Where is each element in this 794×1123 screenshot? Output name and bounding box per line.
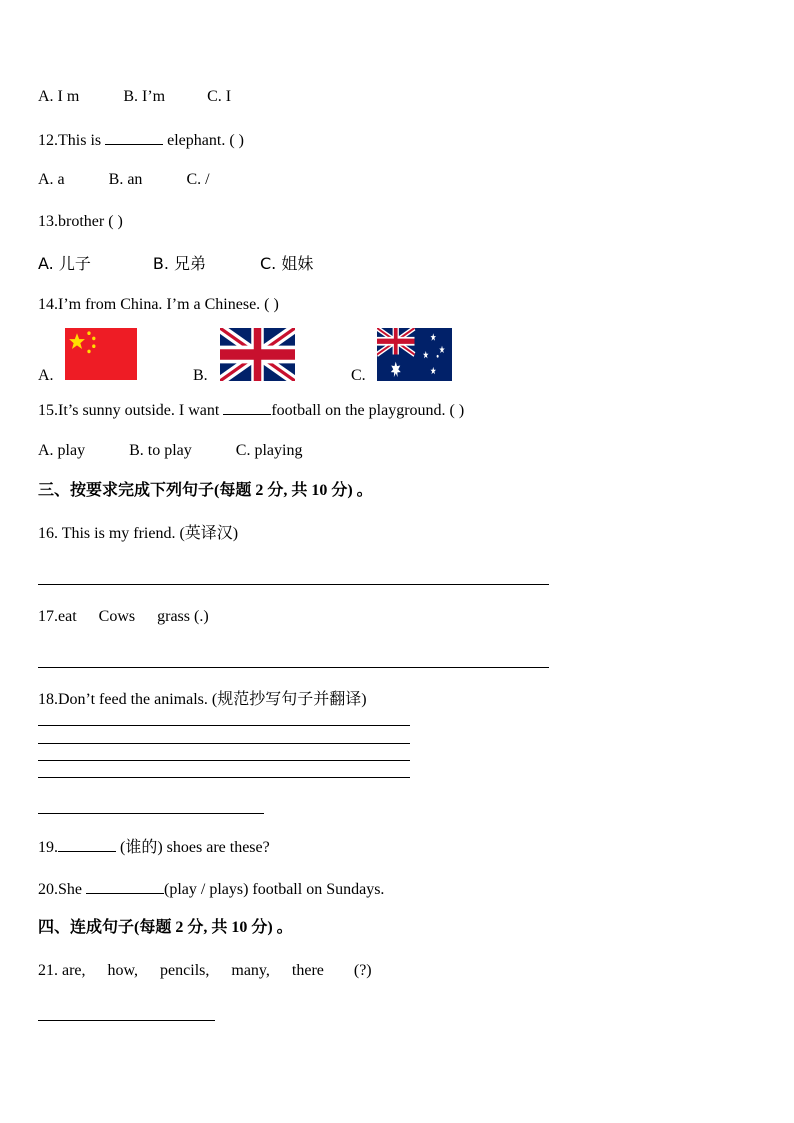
- q19-blank[interactable]: [58, 836, 116, 852]
- q13-question: 13.brother ( ): [38, 213, 123, 230]
- q21-answer-line[interactable]: [38, 1020, 215, 1021]
- q15-options: [38, 441, 302, 461]
- q13-option-a: A. 儿子: [38, 254, 91, 273]
- q14-option-b: B.: [193, 367, 208, 384]
- q20-question: [38, 878, 384, 900]
- q17-question: [38, 607, 209, 627]
- q21-word-3: pencils,: [160, 962, 210, 979]
- q21-question: [38, 961, 372, 981]
- q21-word-5: there: [291, 962, 324, 979]
- q14-option-c: C.: [351, 367, 366, 384]
- q21-word-1: 21. are,: [38, 962, 86, 979]
- q19-text: (谁的) shoes are these?: [116, 839, 270, 856]
- q19-question: [38, 836, 270, 858]
- q13-option-b: B. 兄弟: [152, 254, 206, 273]
- q21-word-2: how,: [107, 962, 139, 979]
- q17-word-3: grass (.): [157, 608, 209, 625]
- china-flag-icon: [65, 328, 137, 385]
- q11-option-c: C. I: [207, 88, 232, 105]
- q17-word-2: Cows: [98, 608, 136, 625]
- q18-writing-line[interactable]: [38, 777, 410, 778]
- q16-question: 16. This is my friend. (英译汉): [38, 525, 239, 542]
- section-4-heading: 四、连成句子(每题 2 分, 共 10 分) 。: [38, 919, 293, 936]
- q15-option-b: B. to play: [129, 442, 192, 459]
- q13-option-c: C. 姐妹: [260, 254, 314, 273]
- section-3-heading: 三、按要求完成下列句子(每题 2 分, 共 10 分) 。: [38, 482, 373, 499]
- q20-text: 20.She: [38, 881, 86, 898]
- q14-question: 14.I’m from China. I’m a Chinese. ( ): [38, 296, 279, 313]
- q12-blank[interactable]: [105, 129, 163, 145]
- q12-option-c: C. /: [186, 171, 210, 188]
- q15-question: [38, 399, 464, 421]
- q21-word-4: many,: [231, 962, 270, 979]
- q12-text: 12.This is: [38, 132, 106, 149]
- q15-option-c: C. playing: [235, 442, 303, 459]
- q12-text-after: elephant. ( ): [163, 132, 244, 149]
- q15-text-after: football on the playground. ( ): [271, 402, 465, 419]
- q18-writing-line[interactable]: [38, 725, 410, 726]
- q20-blank[interactable]: [86, 878, 164, 894]
- q18-writing-line[interactable]: [38, 760, 410, 761]
- q17-answer-line[interactable]: [38, 667, 549, 668]
- q14-option-a: A.: [38, 367, 54, 384]
- q18-writing-line[interactable]: [38, 743, 410, 744]
- q12-option-a: A. a: [38, 171, 65, 188]
- q16-answer-line[interactable]: [38, 584, 549, 585]
- q15-text: 15.It’s sunny outside. I want: [38, 402, 224, 419]
- q19-number: 19.: [38, 839, 58, 856]
- q13-options: [38, 254, 313, 274]
- q12-option-b: B. an: [108, 171, 143, 188]
- q11-option-a: A. I m: [38, 88, 80, 105]
- q20-text-after: (play / plays) football on Sundays.: [164, 881, 385, 898]
- q12-question: [38, 129, 244, 151]
- q21-word-6: (?): [353, 962, 372, 979]
- q11-option-b: B. I’m: [123, 88, 166, 105]
- q18-translation-line[interactable]: [38, 813, 264, 814]
- uk-flag-icon: [220, 328, 295, 386]
- q15-blank[interactable]: [223, 399, 271, 415]
- q15-option-a: A. play: [38, 442, 86, 459]
- q17-word-1: 17.eat: [38, 608, 77, 625]
- q18-question: 18.Don’t feed the animals. (规范抄写句子并翻译): [38, 691, 367, 708]
- q11-options: [38, 87, 231, 107]
- australia-flag-icon: [377, 328, 452, 386]
- q12-options: [38, 170, 210, 190]
